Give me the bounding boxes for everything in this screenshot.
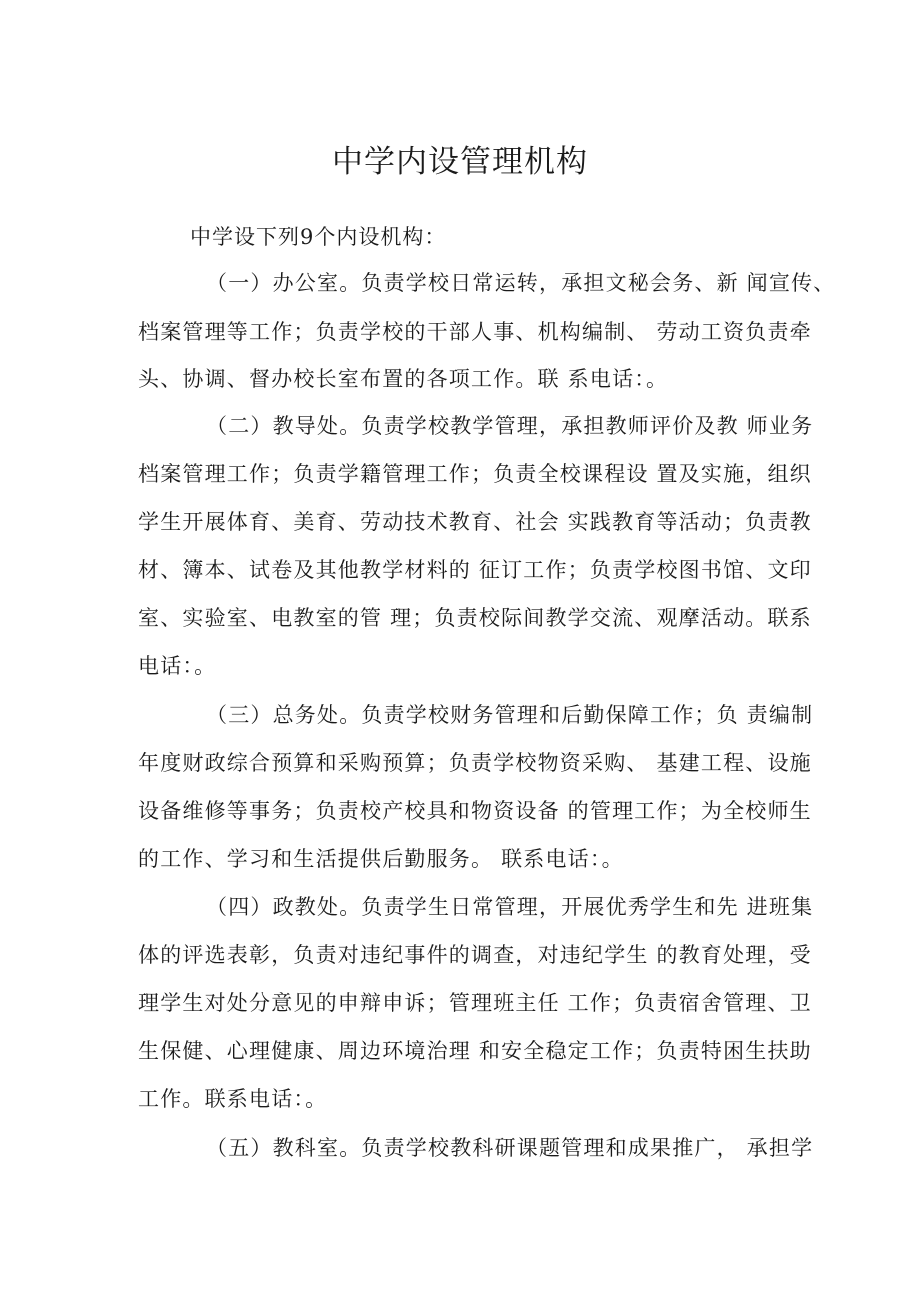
section-2-line-4: 材、簿本、试卷及其他教学材料的 征订工作；负责学校图书馆、文印 xyxy=(138,558,812,582)
section-1-line-3: 头、协调、督办校长室布置的各项工作。联 系电话：。 xyxy=(138,367,669,391)
section-1-line-1: （一）办公室。负责学校日常运转，承担文秘会务、新 闻宣传、 xyxy=(206,271,836,295)
page-title: 中学内设管理机构 xyxy=(332,144,588,180)
section-1-line-2: 档案管理等工作；负责学校的干部人事、机构编制、 劳动工资负责牵 xyxy=(138,320,812,344)
intro-paragraph: 中学设下列9个内设机构： xyxy=(190,225,447,249)
section-3-line-3: 设备维修等事务；负责校产校具和物资设备 的管理工作；为全校师生 xyxy=(138,799,812,823)
section-4-line-2: 体的评选表彰，负责对违纪事件的调查，对违纪学生 的教育处理，受 xyxy=(138,943,812,967)
section-4-line-3: 理学生对处分意见的申辩申诉；管理班主任 工作；负责宿舍管理、卫 xyxy=(138,991,812,1015)
section-3-line-2: 年度财政综合预算和采购预算；负责学校物资采购、 基建工程、设施 xyxy=(138,751,812,775)
section-3-line-1: （三）总务处。负责学校财务管理和后勤保障工作；负 责编制 xyxy=(206,703,814,727)
section-3-line-4: 的工作、学习和生活提供后勤服务。 联系电话：。 xyxy=(138,847,624,871)
section-2-line-5: 室、实验室、电教室的管 理；负责校际间教学交流、观摩活动。联系 xyxy=(138,606,812,630)
section-2-line-6: 电话：。 xyxy=(138,654,217,678)
section-2-line-3: 学生开展体育、美育、劳动技术教育、社会 实践教育等活动；负责教 xyxy=(138,510,812,534)
section-5-line-1: （五）教科室。负责学校教科研课题管理和成果推广， 承担学 xyxy=(206,1136,814,1160)
section-4-line-4: 生保健、心理健康、周边环境治理 和安全稳定工作；负责特困生扶助 xyxy=(138,1039,812,1063)
section-4-line-1: （四）政教处。负责学生日常管理，开展优秀学生和先 进班集 xyxy=(206,895,814,919)
section-2-line-2: 档案管理工作；负责学籍管理工作；负责全校课程设 置及实施，组织 xyxy=(138,462,812,486)
section-2-line-1: （二）教导处。负责学校教学管理，承担教师评价及教 师业务 xyxy=(206,414,814,438)
section-4-line-5: 工作。联系电话：。 xyxy=(138,1087,328,1111)
